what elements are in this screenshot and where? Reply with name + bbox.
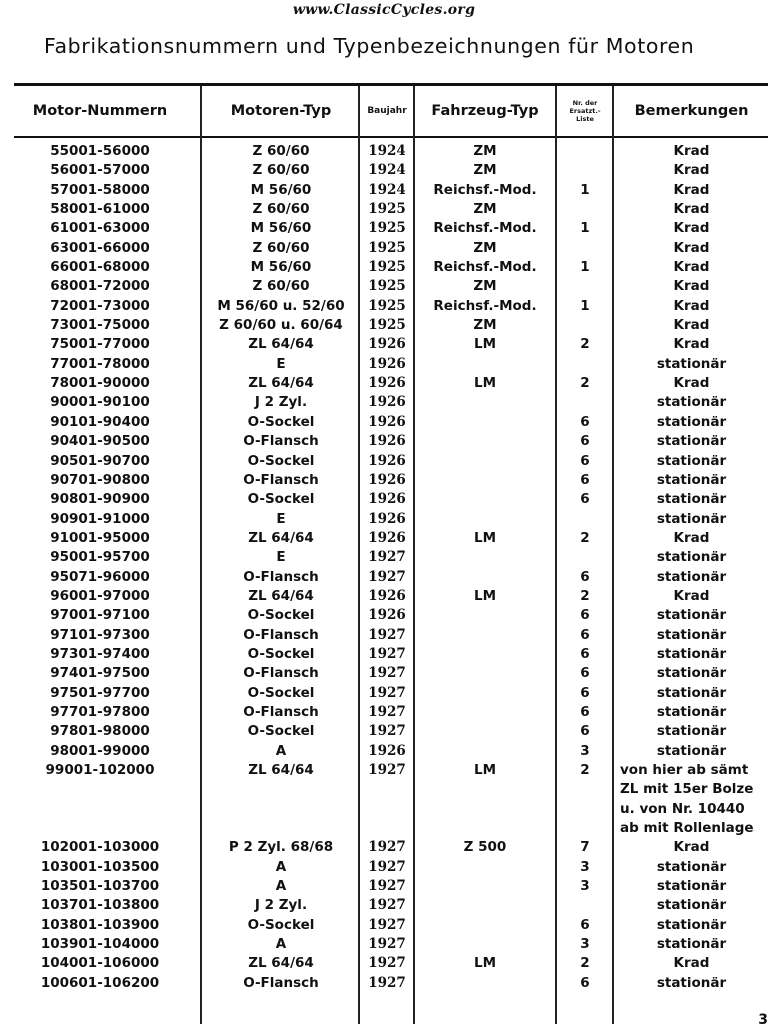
cell-motoren-typ: M 56/60 [250,259,312,276]
table-row [0,355,768,374]
cell-bemerkungen: stationär [656,684,727,701]
cell-motor-nummer: 96001-97000 [50,587,150,604]
cell-bemerkungen: stationär [656,568,727,585]
cell-motor-nummer: 90401-90500 [50,433,150,450]
table-row [0,606,768,625]
cell-motoren-typ: ZL 64/64 [248,529,314,546]
cell-motor-nummer: 91001-95000 [50,529,150,546]
cell-bemerkungen: stationär [656,858,727,875]
header-baujahr: Baujahr [367,106,407,116]
cell-motor-nummer: 95001-95700 [50,549,150,566]
cell-motor-nummer: 103501-103700 [40,878,160,895]
cell-motor-nummer: 103001-103500 [40,858,160,875]
cell-motor-nummer: 103801-103900 [40,916,160,933]
cell-fahrzeug-typ: Reichsf.-Mod. [433,297,537,314]
cell-bemerkungen: stationär [656,742,727,759]
cell-ersatzteil-liste: 3 [580,742,590,759]
cell-ersatzteil-liste: 6 [580,684,590,701]
cell-ersatzteil-liste: 1 [580,181,590,198]
cell-bemerkungen: Krad [673,297,710,314]
header-ersatzteil-line-1: Nr. der [572,99,598,107]
table-row [0,548,768,567]
cell-baujahr: 1927 [368,645,406,662]
cell-bemerkungen: stationär [656,433,727,450]
page-title: Fabrikationsnummern und Typenbezeichnungen für Motoren [44,34,695,58]
cell-ersatzteil-liste: 6 [580,433,590,450]
cell-baujahr: 1925 [368,259,406,276]
header-ersatzteil-line-2: Ersatzt.- [569,107,601,115]
cell-motoren-typ: ZL 64/64 [248,587,314,604]
cell-baujahr: 1925 [368,239,406,256]
cell-baujahr: 1927 [368,549,406,566]
bemerkung-line: ab mit Rollenlage [620,820,754,837]
table-row [0,316,768,335]
table-row [0,877,768,896]
cell-bemerkungen: stationär [656,897,727,914]
cell-motor-nummer: 103901-104000 [40,936,160,953]
header-motor-nummern: Motor-Nummern [32,103,168,119]
cell-baujahr: 1927 [368,955,406,972]
cell-ersatzteil-liste: 6 [580,471,590,488]
table-row [0,393,768,412]
table-row [0,703,768,722]
cell-motor-nummer: 78001-90000 [50,375,150,392]
cell-motoren-typ: O-Sockel [247,607,315,624]
table-row [0,896,768,915]
cell-motor-nummer: 97801-98000 [50,723,150,740]
table-row [0,587,768,606]
table-row [0,413,768,432]
cell-motoren-typ: O-Flansch [243,568,319,585]
table-row [0,239,768,258]
cell-ersatzteil-liste: 3 [580,858,590,875]
cell-baujahr: 1927 [368,974,406,991]
table-row [0,277,768,296]
cell-ersatzteil-liste: 2 [580,587,590,604]
cell-ersatzteil-liste: 6 [580,491,590,508]
table-row [0,838,768,857]
cell-fahrzeug-typ: Reichsf.-Mod. [433,259,537,276]
cell-motoren-typ: O-Sockel [247,723,315,740]
table-header-rule [14,136,768,138]
cell-bemerkungen: stationär [656,607,727,624]
cell-motoren-typ: A [275,742,287,759]
cell-motoren-typ: ZL 64/64 [248,336,314,353]
table-row [0,935,768,954]
cell-fahrzeug-typ: ZM [473,201,497,218]
cell-bemerkungen: stationär [656,723,727,740]
cell-baujahr: 1925 [368,317,406,334]
cell-motor-nummer: 103701-103800 [40,897,160,914]
table-row [0,916,768,935]
cell-baujahr: 1927 [368,916,406,933]
cell-motor-nummer: 75001-77000 [50,336,150,353]
cell-baujahr: 1924 [368,162,406,179]
cell-ersatzteil-liste: 1 [580,259,590,276]
cell-bemerkungen: Krad [673,201,710,218]
cell-ersatzteil-liste: 6 [580,916,590,933]
cell-ersatzteil-liste: 6 [580,723,590,740]
cell-motor-nummer: 73001-75000 [50,317,150,334]
cell-bemerkungen: Krad [673,336,710,353]
cell-ersatzteil-liste: 6 [580,452,590,469]
cell-ersatzteil-liste: 6 [580,626,590,643]
cell-motor-nummer: 102001-103000 [40,839,160,856]
cell-bemerkungen: stationär [656,394,727,411]
cell-motoren-typ: M 56/60 [250,181,312,198]
table-row [0,200,768,219]
cell-ersatzteil-liste: 1 [580,220,590,237]
cell-motoren-typ: A [275,858,287,875]
cell-motoren-typ: O-Flansch [243,974,319,991]
cell-bemerkungen: stationär [656,974,727,991]
cell-motoren-typ: O-Sockel [247,491,315,508]
cell-bemerkungen: stationär [656,703,727,720]
cell-motor-nummer: 56001-57000 [50,162,150,179]
cell-motoren-typ: M 56/60 [250,220,312,237]
cell-motor-nummer: 90501-90700 [50,452,150,469]
cell-bemerkungen: Krad [673,839,710,856]
cell-fahrzeug-typ: LM [473,336,497,353]
cell-motoren-typ: O-Sockel [247,916,315,933]
cell-bemerkungen: stationär [656,355,727,372]
table-row [0,219,768,238]
cell-motor-nummer: 98001-99000 [50,742,150,759]
cell-baujahr: 1927 [368,626,406,643]
cell-baujahr: 1927 [368,703,406,720]
cell-motoren-typ: O-Flansch [243,433,319,450]
table-row [0,858,768,877]
cell-motor-nummer: 90101-90400 [50,413,150,430]
cell-motoren-typ: ZL 64/64 [248,375,314,392]
cell-baujahr: 1927 [368,723,406,740]
cell-baujahr: 1927 [368,858,406,875]
cell-fahrzeug-typ: ZM [473,143,497,159]
table-row [0,297,768,316]
table-row [0,432,768,451]
cell-baujahr: 1924 [368,181,406,198]
cell-bemerkungen: Krad [673,587,710,604]
cell-fahrzeug-typ: LM [473,955,497,972]
cell-bemerkungen: Krad [673,317,710,334]
table-header [0,86,768,136]
cell-fahrzeug-typ: ZM [473,239,497,256]
page-number: 3 [758,1012,768,1028]
cell-fahrzeug-typ: LM [473,762,497,778]
cell-motoren-typ: J 2 Zyl. [254,394,308,411]
cell-fahrzeug-typ: LM [473,375,497,392]
cell-baujahr: 1925 [368,278,406,295]
cell-motor-nummer: 90801-90900 [50,491,150,508]
cell-motor-nummer: 58001-61000 [50,201,150,218]
cell-fahrzeug-typ: ZM [473,162,497,179]
cell-motoren-typ: Z 60/60 [252,278,310,295]
cell-fahrzeug-typ: LM [473,529,497,546]
cell-motoren-typ: Z 60/60 [252,201,310,218]
cell-motor-nummer: 100601-106200 [40,974,160,991]
cell-motoren-typ: E [276,510,286,527]
cell-motoren-typ: A [275,936,287,953]
table-row [0,258,768,277]
cell-baujahr: 1927 [368,839,406,856]
cell-fahrzeug-typ: ZM [473,278,497,295]
cell-ersatzteil-liste: 3 [580,936,590,953]
cell-bemerkungen: stationär [656,936,727,953]
cell-bemerkungen: Krad [673,278,710,295]
table-row [0,664,768,683]
cell-ersatzteil-liste: 6 [580,607,590,624]
header-bemerkungen: Bemerkungen [634,103,749,119]
cell-ersatzteil-liste: 2 [580,762,590,778]
cell-baujahr: 1927 [368,665,406,682]
cell-fahrzeug-typ: ZM [473,317,497,334]
cell-ersatzteil-liste: 6 [580,568,590,585]
cell-bemerkungen: Krad [673,529,710,546]
cell-motor-nummer: 97701-97800 [50,703,150,720]
cell-baujahr: 1926 [368,375,406,392]
cell-motor-nummer: 97301-97400 [50,645,150,662]
cell-fahrzeug-typ: Reichsf.-Mod. [433,220,537,237]
cell-bemerkungen: Krad [673,220,710,237]
cell-baujahr: 1924 [368,143,406,159]
cell-motor-nummer: 97401-97500 [50,665,150,682]
cell-bemerkungen: Krad [673,955,710,972]
cell-motoren-typ: O-Sockel [247,452,315,469]
cell-bemerkungen: Krad [673,375,710,392]
cell-bemerkungen: stationär [656,626,727,643]
cell-motor-nummer: 63001-66000 [50,239,150,256]
cell-ersatzteil-liste: 7 [580,839,590,856]
table-row [0,142,768,161]
table-row [0,510,768,529]
table-row [0,181,768,200]
cell-bemerkungen: Krad [673,259,710,276]
cell-baujahr: 1926 [368,510,406,527]
cell-baujahr: 1926 [368,742,406,759]
cell-motor-nummer: 97501-97700 [50,684,150,701]
cell-fahrzeug-typ: Reichsf.-Mod. [433,181,537,198]
cell-baujahr: 1926 [368,529,406,546]
cell-baujahr: 1927 [368,762,406,778]
cell-motoren-typ: A [275,878,287,895]
table-row [0,974,768,993]
cell-ersatzteil-liste: 2 [580,955,590,972]
cell-ersatzteil-liste: 6 [580,703,590,720]
cell-motor-nummer: 55001-56000 [50,143,150,159]
cell-motoren-typ: O-Flansch [243,703,319,720]
cell-baujahr: 1927 [368,897,406,914]
cell-bemerkungen: stationär [656,413,727,430]
table-row [0,626,768,645]
cell-motoren-typ: Z 60/60 [252,239,310,256]
cell-bemerkungen: stationär [656,452,727,469]
cell-motoren-typ: ZL 64/64 [248,955,314,972]
cell-baujahr: 1925 [368,220,406,237]
cell-baujahr: 1926 [368,355,406,372]
cell-baujahr: 1926 [368,607,406,624]
cell-bemerkungen: stationär [656,645,727,662]
cell-baujahr: 1926 [368,491,406,508]
cell-baujahr: 1925 [368,201,406,218]
cell-baujahr: 1927 [368,936,406,953]
cell-motoren-typ: M 56/60 u. 52/60 [217,297,345,314]
cell-motoren-typ: E [276,355,286,372]
cell-motoren-typ: Z 60/60 [252,143,310,159]
table-row [0,684,768,703]
table-row [0,471,768,490]
cell-baujahr: 1926 [368,471,406,488]
cell-motor-nummer: 90001-90100 [50,394,150,411]
cell-motoren-typ: E [276,549,286,566]
cell-motor-nummer: 97101-97300 [50,626,150,643]
table-row [0,335,768,354]
cell-motor-nummer: 68001-72000 [50,278,150,295]
table-row [0,529,768,548]
cell-motor-nummer: 97001-97100 [50,607,150,624]
cell-motor-nummer: 72001-73000 [50,297,150,314]
cell-motor-nummer: 57001-58000 [50,181,150,198]
table-row [0,761,768,838]
bemerkung-line: von hier ab sämt [620,762,749,778]
cell-ersatzteil-liste: 6 [580,645,590,662]
cell-bemerkungen [620,761,768,838]
cell-baujahr: 1926 [368,433,406,450]
header-ersatzteil-line-3: Liste [576,115,594,123]
cell-baujahr: 1926 [368,394,406,411]
cell-baujahr: 1926 [368,587,406,604]
header-ersatzteil-liste [557,86,613,136]
cell-motoren-typ: O-Sockel [247,413,315,430]
table-body [0,142,768,993]
table-row [0,954,768,973]
cell-baujahr: 1927 [368,878,406,895]
cell-baujahr: 1926 [368,452,406,469]
table-row [0,161,768,180]
table-row [0,722,768,741]
cell-motoren-typ: J 2 Zyl. [254,897,308,914]
bemerkung-line: ZL mit 15er Bolze [620,781,754,798]
cell-baujahr: 1925 [368,297,406,314]
cell-motor-nummer: 66001-68000 [50,259,150,276]
cell-motoren-typ: Z 60/60 u. 60/64 [219,317,343,334]
cell-bemerkungen: Krad [673,162,710,179]
table-row [0,645,768,664]
cell-ersatzteil-liste: 1 [580,297,590,314]
cell-bemerkungen: stationär [656,510,727,527]
cell-bemerkungen: Krad [673,143,710,159]
table-row [0,568,768,587]
cell-motoren-typ: O-Flansch [243,471,319,488]
cell-baujahr: 1926 [368,413,406,430]
cell-ersatzteil-liste: 2 [580,529,590,546]
cell-motor-nummer: 90701-90800 [50,471,150,488]
cell-fahrzeug-typ: Z 500 [463,839,507,856]
table-row [0,742,768,761]
cell-motor-nummer: 61001-63000 [50,220,150,237]
table-row [0,490,768,509]
cell-motor-nummer: 95071-96000 [50,568,150,585]
cell-bemerkungen: stationär [656,491,727,508]
cell-fahrzeug-typ: LM [473,587,497,604]
cell-baujahr: 1927 [368,684,406,701]
cell-bemerkungen: stationär [656,878,727,895]
cell-ersatzteil-liste: 6 [580,974,590,991]
cell-ersatzteil-liste: 2 [580,336,590,353]
cell-bemerkungen: Krad [673,181,710,198]
cell-motoren-typ: O-Sockel [247,684,315,701]
cell-bemerkungen: stationär [656,471,727,488]
cell-baujahr: 1927 [368,568,406,585]
cell-ersatzteil-liste: 3 [580,878,590,895]
cell-bemerkungen: stationär [656,665,727,682]
cell-motor-nummer: 90901-91000 [50,510,150,527]
cell-motor-nummer: 104001-106000 [40,955,160,972]
header-motoren-typ: Motoren-Typ [230,103,332,119]
cell-ersatzteil-liste: 6 [580,665,590,682]
cell-motoren-typ: P 2 Zyl. 68/68 [228,839,334,856]
cell-baujahr: 1926 [368,336,406,353]
bemerkung-line: u. von Nr. 10440 [620,800,745,817]
cell-motoren-typ: O-Flansch [243,665,319,682]
cell-motoren-typ: ZL 64/64 [248,762,314,778]
table-row [0,374,768,393]
cell-motor-nummer: 77001-78000 [50,355,150,372]
cell-ersatzteil-liste: 2 [580,375,590,392]
table-row [0,452,768,471]
cell-motoren-typ: O-Flansch [243,626,319,643]
cell-ersatzteil-liste: 6 [580,413,590,430]
cell-motor-nummer: 99001-102000 [45,762,155,778]
cell-bemerkungen: stationär [656,549,727,566]
cell-bemerkungen: stationär [656,916,727,933]
site-url[interactable]: www.ClassicCycles.org [292,2,476,18]
header-fahrzeug-typ: Fahrzeug-Typ [431,103,539,119]
cell-motoren-typ: Z 60/60 [252,162,310,179]
cell-bemerkungen: Krad [673,239,710,256]
cell-motoren-typ: O-Sockel [247,645,315,662]
